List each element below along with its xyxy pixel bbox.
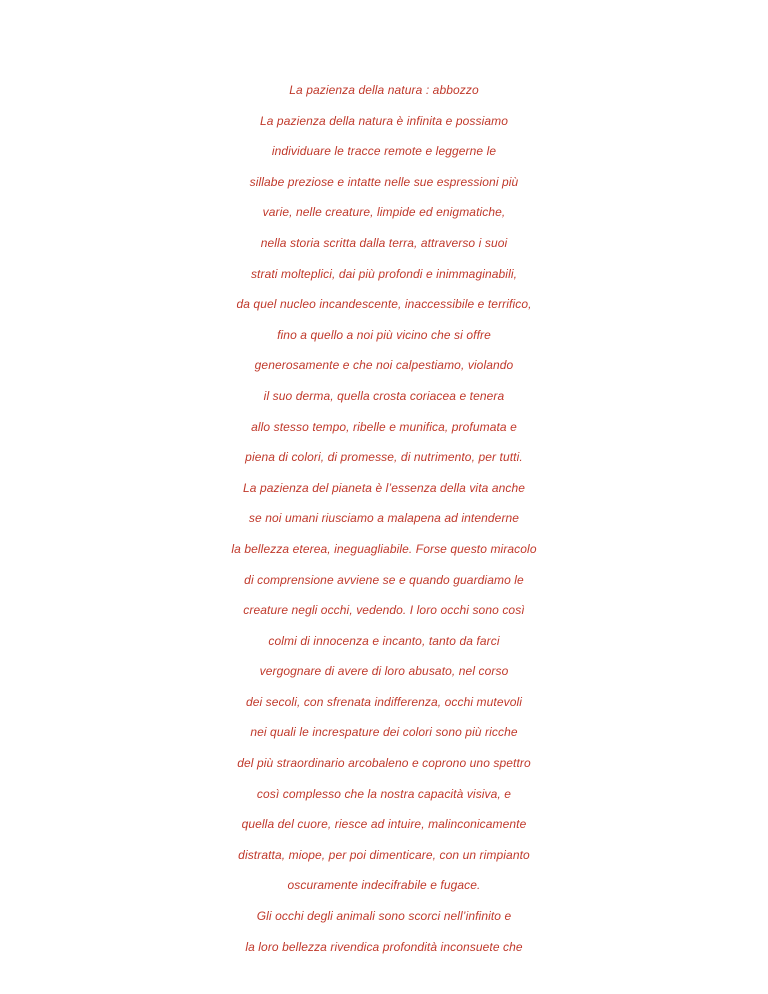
poem-line: la bellezza eterea, ineguagliabile. Forse questo miracolo	[231, 541, 537, 556]
poem-line: così complesso che la nostra capacità visiva, e	[256, 786, 512, 801]
poem-line: individuare le tracce remote e leggerne le	[271, 144, 497, 159]
poem-line: piena di colori, di promesse, di nutrimento, per tutti.	[245, 450, 523, 465]
poem-line: La pazienza del pianeta è l’essenza della vita anche	[242, 480, 526, 495]
poem-line: sillabe preziose e intatte nelle sue espressioni più	[249, 174, 519, 189]
poem-line: creature negli occhi, vedendo. I loro occhi sono così	[243, 603, 525, 618]
poem-title: La pazienza della natura : abbozzo	[289, 83, 479, 97]
poem-line: strati molteplici, dai più profondi e inimmaginabili,	[250, 266, 518, 281]
poem-line: di comprensione avviene se e quando guardiamo le	[244, 572, 524, 587]
poem-line: la loro bellezza rivendica profondità inconsuete che	[245, 939, 523, 954]
poem-line: nella storia scritta dalla terra, attraverso i suoi	[260, 235, 508, 250]
poem-line: allo stesso tempo, ribelle e munifica, profumata e	[251, 419, 517, 434]
poem-line: distratta, miope, per poi dimenticare, con un rimpianto	[238, 847, 530, 862]
poem-line: il suo derma, quella crosta coriacea e tenera	[263, 388, 505, 403]
poem-line: dei secoli, con sfrenata indifferenza, occhi mutevoli	[245, 694, 523, 709]
poem-line: se noi umani riusciamo a malapena ad intenderne	[248, 511, 520, 526]
poem-text-block	[0, 80, 768, 967]
poem-line: vergognare di avere di loro abusato, nel corso	[259, 664, 509, 679]
poem-line: fino a quello a noi più vicino che si offre	[277, 327, 491, 342]
poem-line: La pazienza della natura è infinita e possiamo	[259, 113, 509, 128]
poem-line: quella del cuore, riesce ad intuire, malinconicamente	[241, 817, 527, 832]
poem-line: del più straordinario arcobaleno e coprono uno spettro	[237, 756, 531, 771]
poem-line: Gli occhi degli animali sono scorci nell’infinito e	[256, 909, 512, 924]
poem-line: da quel nucleo incandescente, inaccessibile e terrifico,	[236, 297, 532, 312]
poem-line: nei quali le increspature dei colori sono più ricche	[250, 725, 518, 740]
poem-line: generosamente e che noi calpestiamo, violando	[254, 358, 514, 373]
poem-line: colmi di innocenza e incanto, tanto da farci	[268, 633, 500, 648]
poem-line: oscuramente indecifrabile e fugace.	[287, 878, 481, 893]
poem-line: varie, nelle creature, limpide ed enigmatiche,	[262, 205, 506, 220]
